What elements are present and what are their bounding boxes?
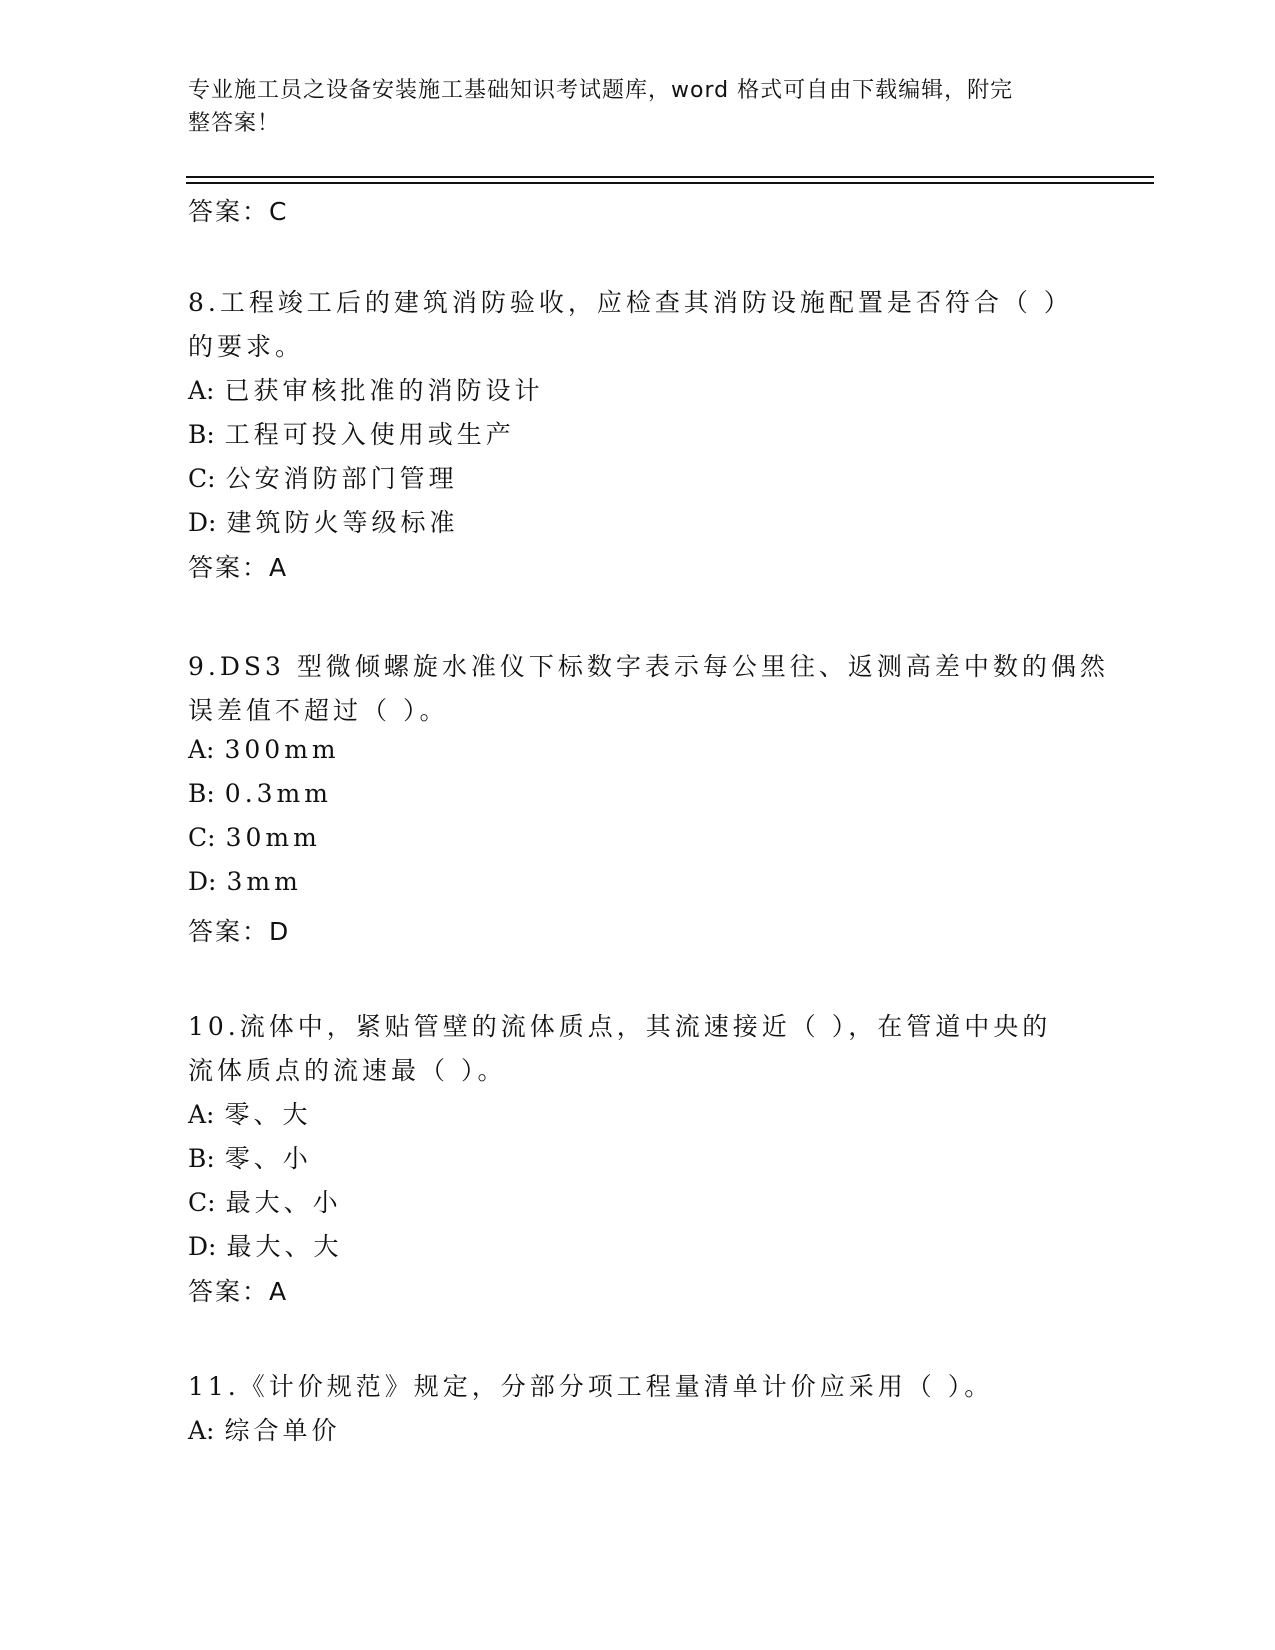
option-text: 3mm bbox=[226, 867, 302, 896]
option-text: 建筑防火等级标准 bbox=[226, 508, 459, 537]
q9-option-b bbox=[188, 779, 332, 808]
option-letter: B: bbox=[188, 779, 215, 808]
q10-option-c bbox=[188, 1183, 342, 1219]
q8-option-d bbox=[188, 503, 458, 539]
q9-stem-line-2: 误差值不超过（ ）。 bbox=[188, 696, 449, 725]
q9-stem-line-1: 9.DS3 型微倾螺旋水准仪下标数字表示每公里往、返测高差中数的偶然 bbox=[188, 652, 1109, 681]
q10-option-a bbox=[188, 1095, 312, 1131]
option-text: 30mm bbox=[225, 823, 321, 852]
option-text: 已获审核批准的消防设计 bbox=[224, 376, 544, 405]
q9-option-c bbox=[188, 823, 321, 852]
q10-stem-line-1: 10.流体中，紧贴管壁的流体质点，其流速接近（ ），在管道中央的 bbox=[188, 1012, 1052, 1041]
option-text: 公安消防部门管理 bbox=[225, 464, 458, 493]
q8-option-b bbox=[188, 415, 515, 451]
q10-stem-line-2: 流体质点的流速最（ ）。 bbox=[188, 1056, 507, 1085]
q11-option-a bbox=[188, 1411, 341, 1447]
header-divider-top bbox=[186, 176, 1154, 178]
option-text: 0.3mm bbox=[224, 779, 332, 808]
header-line-1: 专业施工员之设备安装施工基础知识考试题库，word 格式可自由下载编辑，附完 bbox=[188, 78, 1014, 103]
option-letter: B: bbox=[188, 420, 215, 449]
option-text: 零、大 bbox=[224, 1100, 312, 1129]
q8-answer: 答案：A bbox=[188, 553, 289, 582]
option-letter: C: bbox=[188, 823, 216, 852]
header-divider-bottom bbox=[186, 182, 1154, 184]
q8-option-a bbox=[188, 371, 544, 407]
option-text: 工程可投入使用或生产 bbox=[224, 420, 515, 449]
option-text: 最大、小 bbox=[225, 1188, 342, 1217]
option-letter: D: bbox=[188, 1232, 217, 1261]
option-text: 最大、大 bbox=[226, 1232, 343, 1261]
option-letter: A: bbox=[188, 1100, 215, 1129]
option-letter: A: bbox=[188, 376, 215, 405]
q8-option-c bbox=[188, 459, 458, 495]
q10-option-d bbox=[188, 1227, 342, 1263]
previous-answer: 答案：C bbox=[188, 197, 289, 226]
document-header bbox=[188, 74, 1088, 140]
q8-stem-line-1: 8.工程竣工后的建筑消防验收，应检查其消防设施配置是否符合（ ） bbox=[188, 288, 1073, 317]
q10-option-b bbox=[188, 1139, 312, 1175]
header-line-2: 整答案！ bbox=[188, 111, 281, 136]
option-letter: D: bbox=[188, 508, 217, 537]
option-letter: C: bbox=[188, 464, 216, 493]
option-text: 300mm bbox=[224, 735, 340, 764]
q10-answer: 答案：A bbox=[188, 1277, 289, 1306]
option-letter: B: bbox=[188, 1144, 215, 1173]
option-letter: C: bbox=[188, 1188, 216, 1217]
q9-option-d bbox=[188, 867, 302, 896]
option-text: 综合单价 bbox=[224, 1416, 341, 1445]
q8-stem-line-2: 的要求。 bbox=[188, 332, 305, 361]
q11-stem-line-1: 11.《计价规范》规定，分部分项工程量清单计价应采用（ ）。 bbox=[188, 1372, 994, 1401]
option-letter: A: bbox=[188, 1416, 215, 1445]
q9-option-a bbox=[188, 735, 340, 764]
option-letter: A: bbox=[188, 735, 215, 764]
option-text: 零、小 bbox=[224, 1144, 312, 1173]
q9-answer: 答案：D bbox=[188, 917, 291, 946]
option-letter: D: bbox=[188, 867, 217, 896]
